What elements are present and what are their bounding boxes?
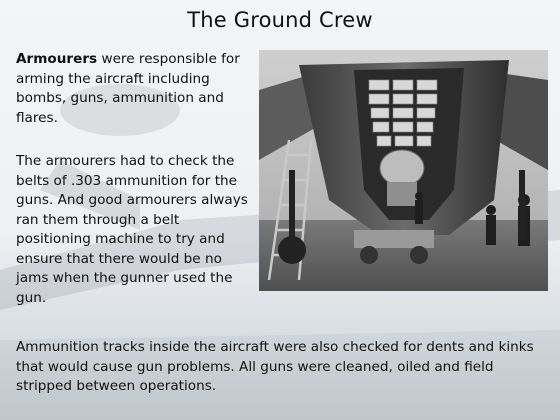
- paragraph-armourers: [16, 50, 248, 128]
- armourers-bold-term: Armourers: [16, 51, 98, 67]
- paragraph-ammunition-tracks: Ammunition tracks inside the aircraft were also checked for dents and kinks that would cause gun problems. All guns were cleaned, oiled and field stripped between operations.: [16, 339, 534, 394]
- armourers-photo: [259, 50, 548, 291]
- slide-title: The Ground Crew: [187, 8, 373, 32]
- armourers-description: were responsible for arming the aircraft including bombs, guns, ammunition and flares.: [16, 51, 240, 126]
- paragraph-ammunition-belts: The armourers had to check the belts of .303 ammunition for the guns. And good armourers always ran them through a belt positioning machine to try and ensure that there would be no jams when the gunner used the gun.: [16, 153, 248, 306]
